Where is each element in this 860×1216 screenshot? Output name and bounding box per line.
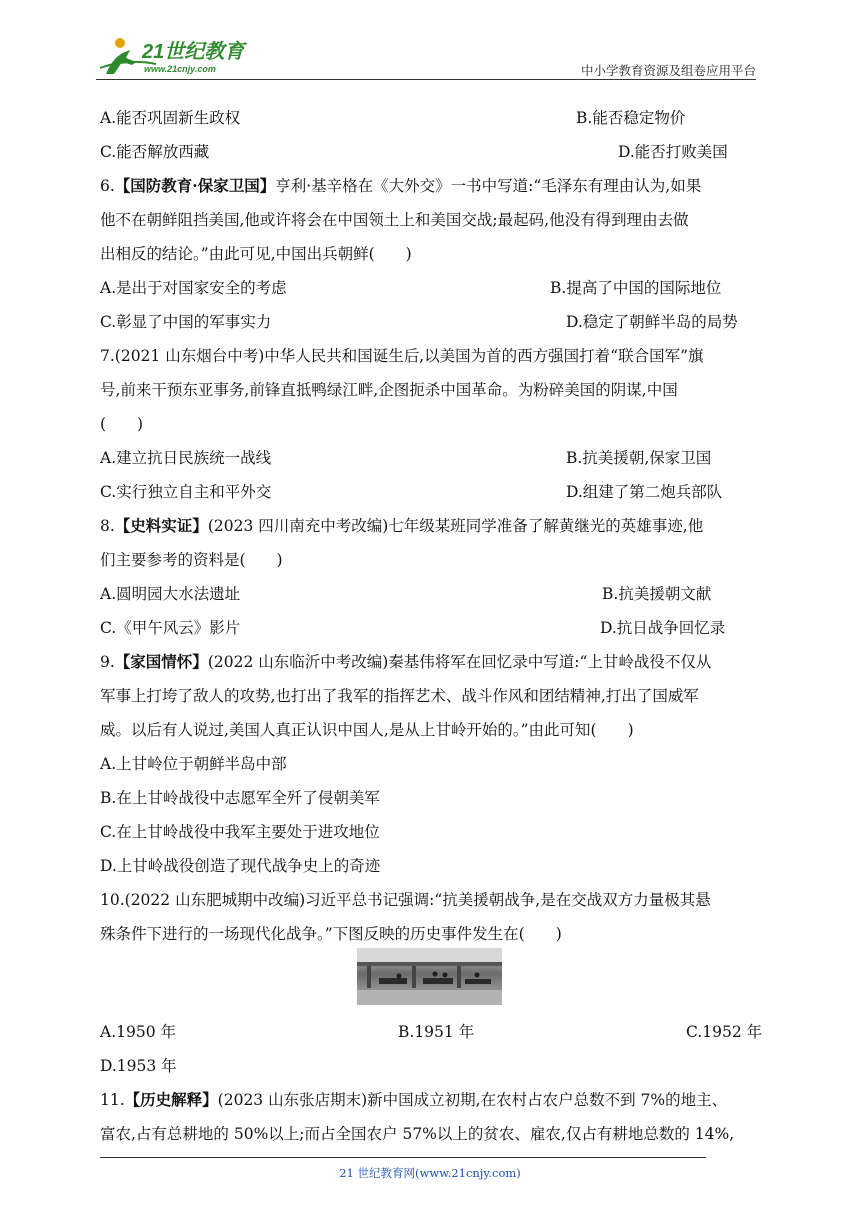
q9-tag: 【家国情怀】 [114, 652, 208, 671]
platform-name: 中小学教育资源及组卷应用平台 [580, 63, 756, 78]
q10-option-b: B.1951 年 [398, 1023, 475, 1041]
q6-number: 6. [100, 177, 115, 195]
q5-option-b: B.能否稳定物价 [576, 109, 686, 127]
q5-option-a: A.能否巩固新生政权 [100, 109, 241, 127]
q8-tag: 【史料实证】 [114, 516, 208, 535]
q6-option-b: B.提高了中国的国际地位 [550, 279, 722, 297]
q8-text1: (2023 四川南充中考改编)七年级某班同学准备了解黄继光的英雄事迹,他 [207, 517, 704, 535]
q8-option-b: B.抗美援朝文献 [602, 585, 712, 603]
q10-option-a: A.1950 年 [100, 1023, 176, 1041]
q6-text1: 亨利·基辛格在《大外交》一书中写道:“毛泽东有理由认为,如果 [275, 177, 702, 195]
site-logo [96, 34, 266, 78]
q11-stem-line2: 富农,占有总耕地的 50%以上;而占全国农户 57%以上的贫农、雇农,仅占有耕地总数的 14%, [100, 1125, 735, 1143]
q7-option-c: C.实行独立自主和平外交 [100, 483, 272, 501]
footer-divider [100, 1157, 706, 1158]
q6-stem-line3: 出相反的结论。”由此可见,中国出兵朝鲜( ) [100, 245, 412, 263]
q10-historical-photo [357, 948, 502, 1005]
q9-stem-line2: 军事上打垮了敌人的攻势,也打出了我军的指挥艺术、战斗作风和团结精神,打出了国威军 [100, 687, 699, 705]
q9-option-a: A.上甘岭位于朝鲜半岛中部 [100, 755, 287, 773]
q9-text1: (2022 山东临沂中考改编)秦基伟将军在回忆录中写道:“上甘岭战役不仅从 [207, 653, 712, 671]
q6-tag: 【国防教育·保家卫国】 [114, 176, 276, 195]
q6-stem-line1 [100, 174, 701, 196]
q9-option-d: D.上甘岭战役创造了现代战争史上的奇迹 [100, 857, 381, 875]
q8-number: 8. [100, 517, 115, 535]
q9-option-c: C.在上甘岭战役中我军主要处于进攻地位 [100, 823, 380, 841]
q5-option-d: D.能否打败美国 [618, 143, 728, 161]
q11-tag: 【历史解释】 [124, 1090, 218, 1109]
q9-number: 9. [100, 653, 115, 671]
q7-option-d: D.组建了第二炮兵部队 [566, 483, 723, 501]
q9-option-b: B.在上甘岭战役中志愿军全歼了侵朝美军 [100, 789, 380, 807]
page-header [96, 30, 756, 82]
q6-option-a: A.是出于对国家安全的考虑 [100, 279, 287, 297]
q9-stem-line1 [100, 650, 711, 672]
q6-option-d: D.稳定了朝鲜半岛的局势 [566, 313, 738, 331]
q10-stem-line2: 殊条件下进行的一场现代化战争。”下图反映的历史事件发生在( ) [100, 925, 562, 943]
logo-subtext: www.21cnjy.com [144, 64, 216, 74]
q10-stem-line1: 10.(2022 山东肥城期中改编)习近平总书记强调:“抗美援朝战争,是在交战双方力量极其悬 [100, 891, 711, 909]
q9-stem-line3: 威。以后有人说过,美国人真正认识中国人,是从上甘岭开始的。”由此可知( ) [100, 721, 634, 739]
q7-stem-line1: 7.(2021 山东烟台中考)中华人民共和国诞生后,以美国为首的西方强国打着“联合国军”旗 [100, 347, 704, 365]
q11-number: 11. [100, 1091, 125, 1109]
q8-option-d: D.抗日战争回忆录 [600, 619, 726, 637]
q11-text1: (2023 山东张店期末)新中国成立初期,在农村占农户总数不到 7%的地主、 [217, 1091, 728, 1109]
q8-option-c: C.《甲午风云》影片 [100, 619, 241, 637]
q6-stem-line2: 他不在朝鲜阻挡美国,他或许将会在中国领土上和美国交战;最起码,他没有得到理由去做 [100, 211, 689, 229]
q7-option-a: A.建立抗日民族统一战线 [100, 449, 272, 467]
q7-stem-line3: ( ) [100, 415, 144, 433]
header-divider [96, 79, 756, 80]
q7-option-b: B.抗美援朝,保家卫国 [566, 449, 712, 467]
q6-option-c: C.彰显了中国的军事实力 [100, 313, 272, 331]
q7-stem-line2: 号,前来干预东亚事务,前锋直抵鸭绿江畔,企图扼杀中国革命。为粉碎美国的阴谋,中国 [100, 381, 678, 399]
q10-option-d: D.1953 年 [100, 1057, 177, 1075]
q11-stem-line1 [100, 1088, 727, 1110]
footer-link[interactable]: 21 世纪教育网(www.21cnjy.com) [339, 1166, 521, 1180]
logo-text: 21世纪教育 [142, 41, 245, 63]
q5-option-c: C.能否解放西藏 [100, 143, 210, 161]
q10-option-c: C.1952 年 [686, 1023, 763, 1041]
q8-option-a: A.圆明园大水法遗址 [100, 585, 241, 603]
q8-stem-line2: 们主要参考的资料是( ) [100, 551, 283, 569]
q8-stem-line1 [100, 514, 703, 536]
photo-scene-graphic [357, 948, 502, 1005]
